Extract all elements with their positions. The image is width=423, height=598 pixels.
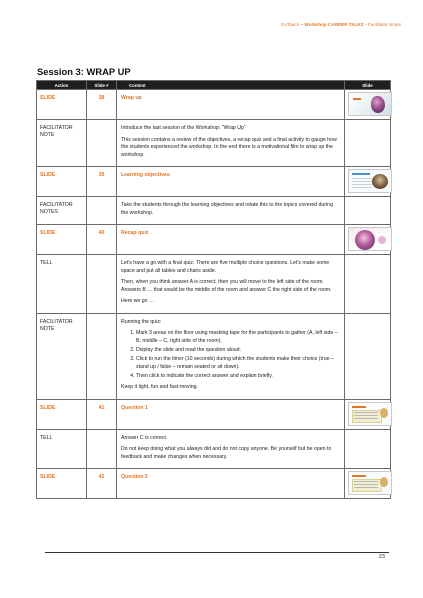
action-label-line-1: FACILITATOR	[40, 125, 73, 131]
action-label-line-2: NOTES	[40, 209, 58, 216]
paragraph: Introduce the last session of the Workshop: “Wrap Up”	[121, 125, 246, 131]
table-row	[37, 399, 391, 429]
title-bar-graphic	[353, 98, 361, 100]
slide-number-cell: 42	[87, 469, 117, 499]
paragraph: Let’s have a go with a final quiz. There are five multiple choice questions. Let’s make some space and put all tables and chairs aside.	[121, 260, 330, 274]
content-cell	[117, 197, 345, 225]
table-row	[37, 313, 391, 399]
action-label-line-1: FACILITATOR	[40, 318, 73, 325]
content-cell	[117, 429, 345, 469]
illustration-graphic	[355, 230, 375, 250]
slide-number-cell	[87, 429, 117, 469]
table-row	[37, 225, 391, 255]
action-cell	[37, 120, 87, 167]
slide-thumb-cell	[345, 313, 391, 399]
header-workshop: Workshop CAREER TALKS	[304, 22, 364, 27]
table-row	[37, 120, 391, 167]
decoration-graphic	[378, 236, 386, 244]
text-lines-graphic	[354, 481, 378, 490]
paragraph: This session contains a review of the objectives, a recap quiz and a final activity to gauge how the students experienced the workshop. In the end there is a motivational film to wrap up the workshop.	[121, 136, 337, 158]
paragraph: Do not keep doing what you always did and do not copy anyone. Be yourself but be open to feedback and make changes when necessary.	[121, 446, 332, 460]
table-row	[37, 469, 391, 499]
slide-thumbnail	[348, 92, 392, 116]
action-cell: SLIDE	[37, 399, 87, 429]
paragraph: Running the quiz:	[121, 318, 162, 325]
header-dash: –	[300, 22, 304, 27]
action-label-line-2: NOTE	[40, 325, 55, 332]
slide-number-cell	[87, 255, 117, 314]
slide-number-cell	[87, 120, 117, 167]
content-cell: Question 1	[117, 399, 345, 429]
slide-thumb-cell	[345, 469, 391, 499]
steps-list	[121, 330, 340, 380]
action-label-line-2: NOTE	[40, 132, 55, 139]
slide-thumb-cell	[345, 120, 391, 167]
paragraph: Answer C is correct.	[121, 434, 168, 441]
paragraph: Take the students through the learning objectives and relate this to the topics covered during the workshop.	[121, 202, 333, 216]
action-cell	[37, 313, 87, 399]
list-item: 1. Mark 3 areas on the floor using masking tape for the participants to gather (A, left side – B, middle – C, right side of the room).	[136, 330, 340, 345]
paragraph: Then, when you think answer A is correct, then you will move to the left side of the room. Answers B … that would be the middle of the room and answer C the right side of the room.	[121, 279, 332, 293]
slide-thumbnail	[348, 471, 392, 495]
slide-thumbnail	[348, 169, 392, 193]
slide-number-cell: 38	[87, 90, 117, 120]
column-header-slide: Slide	[345, 81, 391, 90]
action-cell: TELL	[37, 429, 87, 469]
header-doc-type: Facilitator Notes	[367, 22, 401, 27]
slide-thumb-cell	[345, 225, 391, 255]
slide-number-cell	[87, 197, 117, 225]
table-row	[37, 429, 391, 469]
content-cell: Learning objectives	[117, 167, 345, 197]
action-cell: TELL	[37, 255, 87, 314]
slide-thumb-cell	[345, 197, 391, 225]
table-header-row	[37, 81, 391, 90]
column-header-slide-number: Slide #	[87, 81, 117, 90]
header-dash-2: -	[364, 22, 367, 27]
action-cell: SLIDE	[37, 167, 87, 197]
slide-thumb-cell	[345, 90, 391, 120]
list-item: 2. Display the slide and read the question aloud.	[136, 347, 340, 355]
slide-thumbnail	[348, 227, 392, 251]
list-item: 4. Then click to indicate the correct answer and explain briefly.	[136, 373, 340, 381]
illustration-graphic	[380, 477, 388, 487]
content-cell: Question 2	[117, 469, 345, 499]
illustration-graphic	[371, 96, 385, 113]
action-label-line-1: FACILITATOR	[40, 202, 73, 209]
column-header-content: Content	[117, 81, 345, 90]
session-title: Session 3: WRAP UP	[37, 66, 131, 77]
content-cell	[117, 313, 345, 399]
paragraph: Keep it light, fun and fast-moving.	[121, 384, 198, 391]
slide-thumbnail	[348, 402, 392, 426]
slide-number-cell	[87, 313, 117, 399]
table-row	[37, 90, 391, 120]
header-org: GoTeach	[280, 22, 300, 27]
action-cell: SLIDE	[37, 225, 87, 255]
content-cell: Wrap up	[117, 90, 345, 120]
slide-thumb-cell	[345, 399, 391, 429]
facilitator-notes-table	[36, 80, 391, 499]
slide-number-cell: 39	[87, 167, 117, 197]
slide-number-cell: 41	[87, 399, 117, 429]
content-cell	[117, 120, 345, 167]
slide-number-cell: 40	[87, 225, 117, 255]
slide-thumb-cell	[345, 167, 391, 197]
table-row	[37, 167, 391, 197]
illustration-graphic	[380, 408, 388, 418]
content-cell	[117, 255, 345, 314]
table-row	[37, 255, 391, 314]
table-row	[37, 197, 391, 225]
action-cell: SLIDE	[37, 469, 87, 499]
list-item: 3. Click to run the timer (10 seconds) during which the students make their choice (true – stand up / false – remain seated or sit down).	[136, 356, 340, 371]
action-cell	[37, 197, 87, 225]
title-bar-graphic	[352, 173, 370, 175]
text-lines-graphic	[352, 178, 372, 188]
slide-thumb-cell	[345, 429, 391, 469]
title-bar-graphic	[352, 406, 366, 408]
slide-thumb-cell	[345, 255, 391, 314]
text-lines-graphic	[354, 412, 378, 421]
column-header-action: Action	[37, 81, 87, 90]
title-bar-graphic	[352, 475, 366, 477]
page-number: 23	[378, 554, 385, 560]
paragraph: Here we go …	[121, 298, 155, 305]
page-header	[281, 22, 401, 27]
illustration-graphic	[372, 174, 388, 189]
content-cell: Recap quiz	[117, 225, 345, 255]
footer-divider	[45, 552, 389, 553]
action-cell: SLIDE	[37, 90, 87, 120]
